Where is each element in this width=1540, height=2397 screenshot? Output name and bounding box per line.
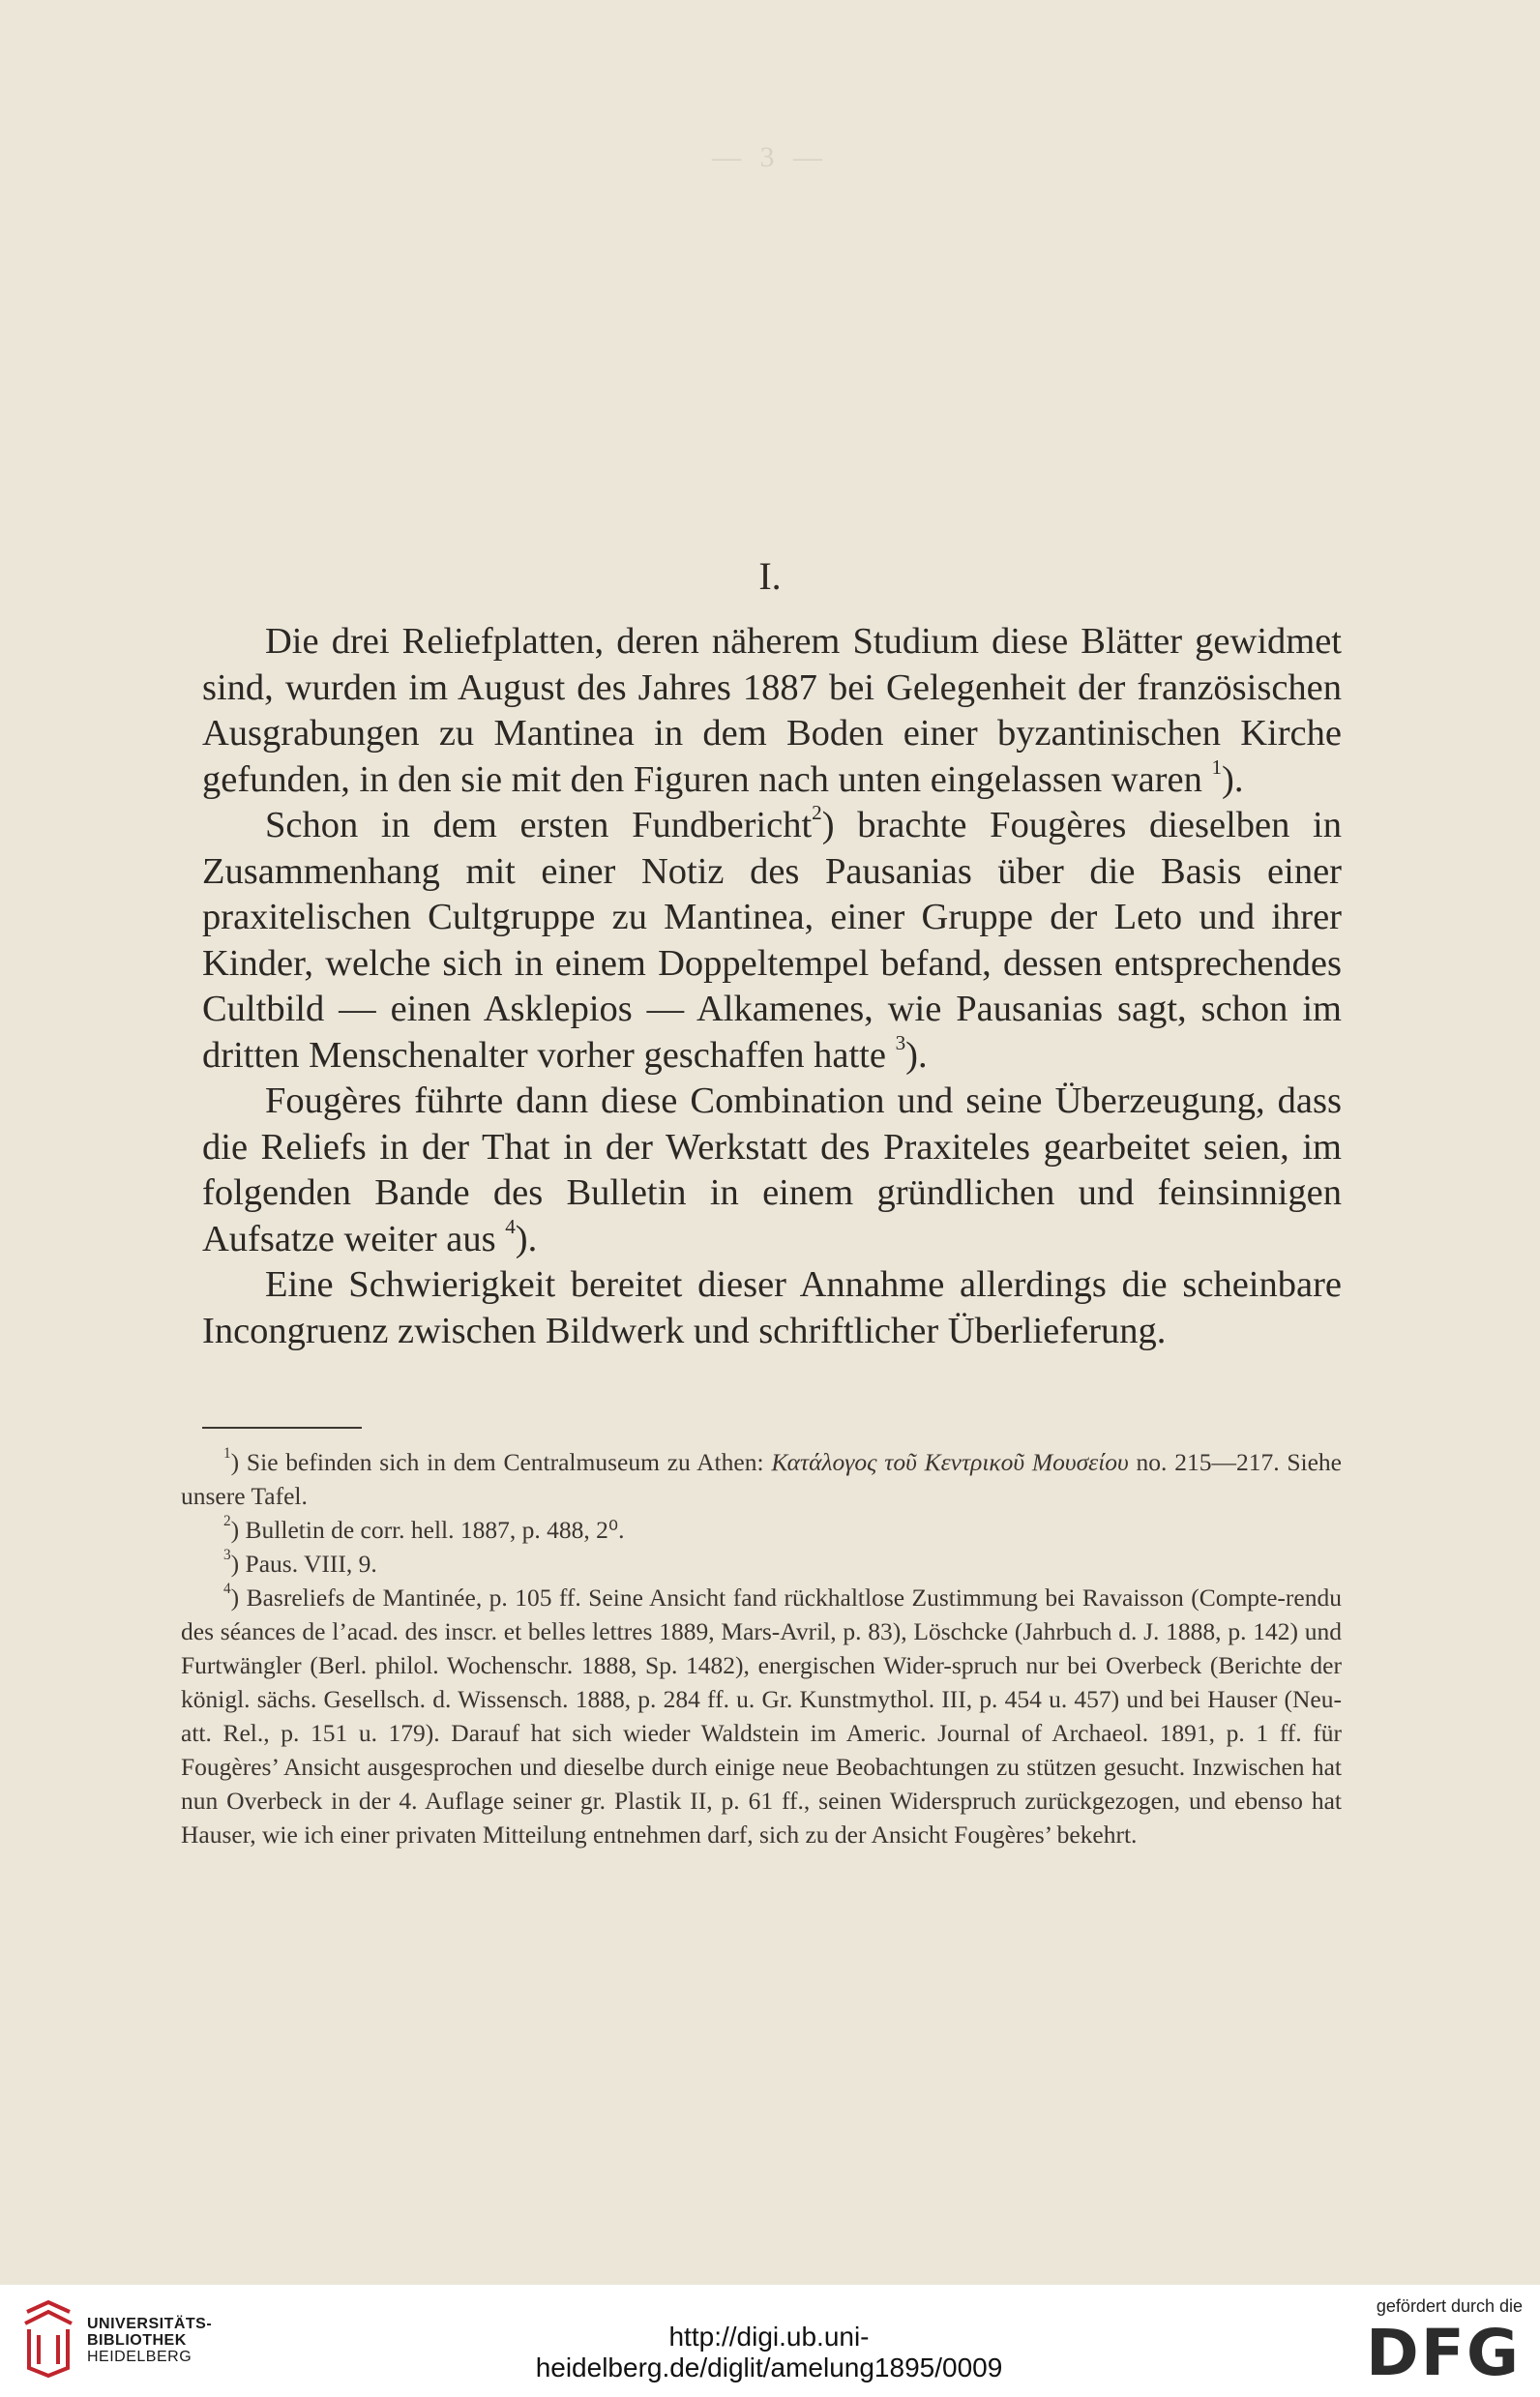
library-name[interactable]: UNIVERSITÄTS- BIBLIOTHEK HEIDELBERG xyxy=(87,2316,213,2365)
chapter-heading: I. xyxy=(758,554,782,598)
footnote-ref-3[interactable]: 3 xyxy=(895,1030,906,1054)
footer-bar xyxy=(0,2285,1540,2397)
dfg-logo[interactable]: DFG xyxy=(1365,2316,1521,2390)
body-text xyxy=(202,619,1342,1354)
footnote-3: $^3$) Paus. VIII, 9. xyxy=(223,1547,377,1578)
footnote-ref-4[interactable]: 4 xyxy=(505,1214,516,1238)
footnote-4: $^4$) Basreliefs de Mantinée, p. 105 ff. Seine Ansicht fand rückhaltlose Zustimmung bei Ravaisson (Compte-rendu des séances de l’acad. des inscr. et belles lettres 1889, Mars-Avril, p. 83), Löschcke (Jahrbuch d. J. 1888, p. 142) und Furtwängler (Berl. philol. Wochenschr. 1888, Sp. 1482), energischen Wider-spruch nur bei Overbeck (Berichte der königl. sächs. Gesellsch. d. Wissensch. 1888, p. 284 ff. u. Gr. Kunstmythol. III, p. 454 u. 457) und bei Hauser (Neu-att. Rel., p. 151 u. 179). Darauf hat sich wieder Waldstein im Americ. Journal of Archaeol. 1891, p. 1 ff. für Fougères’ Ansicht ausgesprochen und dieselbe durch einige neue Beobachtungen zu stützen gesucht. Inzwischen hat nun Overbeck in der 4. Auflage seiner gr. Plastik II, p. 61 ff., seinen Widerspruch zurückgezogen, und ebenso hat Hauser, wie ich einer privaten Mitteilung entnehmen darf, sich zu der Ansicht Fougères’ bekehrt. xyxy=(181,1581,1342,1849)
footnote-divider xyxy=(202,1427,362,1429)
footnote-1: $^1$) Sie befinden sich in dem Centralmuseum zu Athen: Κατάλογος τοῦ Κεντρικοῦ Μουσείου no. 215—217. Siehe unsere Tafel. xyxy=(181,1445,1342,1510)
paragraph-2: Schon in dem ersten Fundbericht$^2$) brachte Fougères dieselben in Zusammenhang mit einer Notiz des Pausanias über die Basis einer praxitelischen Cultgruppe zu Mantinea, einer Gruppe der Leto und ihrer Kinder, welche sich in einem Doppeltempel befand, dessen entsprechendes Cultbild — einen Asklepios — Alkamenes, wie Pausanias sagt, schon im dritten Menschenalter vorher geschaffen hatte $^3$). xyxy=(202,801,1342,1076)
greek-catalogue-title: Κατάλογος τοῦ Κεντρικοῦ Μουσείου xyxy=(771,1448,1129,1476)
paragraph-1: Die drei Reliefplatten, deren näherem Studium diese Blätter gewidmet sind, wurden im August des Jahres 1887 bei Gelegenheit der französischen Ausgrabungen zu Mantinea in dem Boden einer byzantinischen Kirche gefunden, in den sie mit den Figuren nach unten eingelassen waren $^1$). xyxy=(202,621,1342,800)
permalink-url[interactable]: http://digi.ub.uni-heidelberg.de/diglit/amelung1895/0009 xyxy=(535,2322,1003,2382)
paragraph-3: Fougères führte dann diese Combination und seine Überzeugung, dass die Reliefs in der That in der Werkstatt des Praxiteles gearbeitet seien, im folgenden Bande des Bulletin in einem gründlichen und feinsinnigen Aufsatze weiter aus $^4$). xyxy=(202,1080,1342,1259)
footnote-2: $^2$) Bulletin de corr. hell. 1887, p. 488, 2⁰. xyxy=(223,1513,625,1544)
paragraph-4: Eine Schwierigkeit bereitet dieser Annahme allerdings die scheinbare Incongruenz zwischen Bildwerk und schriftlicher Überlieferung. xyxy=(202,1264,1342,1351)
footnote-ref-1[interactable]: 1 xyxy=(1211,755,1223,779)
page-number-faint: — 3 — xyxy=(712,141,828,173)
footnote-ref-2[interactable]: 2 xyxy=(812,801,822,825)
sponsor-caption: gefördert durch die xyxy=(1376,2296,1523,2316)
library-logo-icon xyxy=(19,2300,77,2378)
footnotes xyxy=(181,1445,1342,1851)
